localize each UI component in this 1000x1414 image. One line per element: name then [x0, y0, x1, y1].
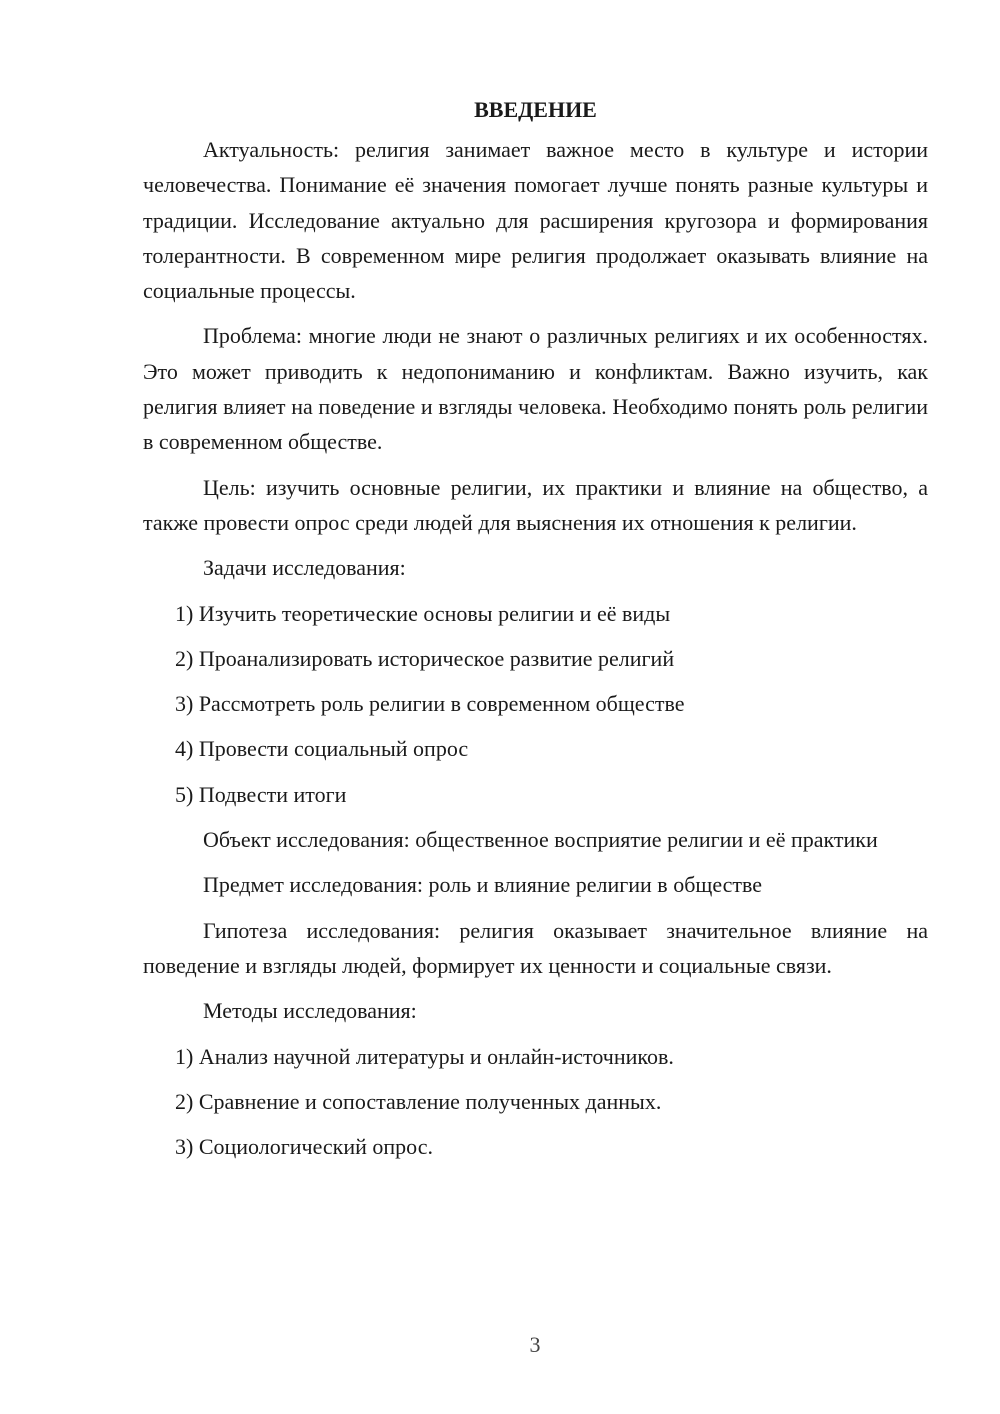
tasks-title: Задачи исследования: — [203, 555, 406, 581]
object-paragraph: Объект исследования: общественное восприятие религии и её практики — [203, 827, 878, 853]
task-item: 1) Изучить теоретические основы религии и её виды — [175, 600, 671, 626]
method-item: 3) Социологический опрос. — [175, 1134, 433, 1160]
task-item: 2) Проанализировать историческое развитие религий — [175, 645, 675, 671]
relevance-paragraph: Актуальность: религия занимает важное место в культуре и истории человечества. Понимание её значения помогает лучше понять разные культуры и традиции. Исследование актуально для расширения кругозора и формирования толерантности. В современном мире религия продолжает оказывать влияние на социальные процессы. — [143, 137, 928, 304]
problem-paragraph: Проблема: многие люди не знают о различных религиях и их особенностях. Это может приводить к недопониманию и конфликтам. Важно изучить, как религия влияет на поведение и взгляды человека. Необходимо понять роль религии в современном обществе. — [143, 323, 928, 455]
subject-paragraph: Предмет исследования: роль и влияние религии в обществе — [203, 872, 763, 898]
goal-paragraph: Цель: изучить основные религии, их практики и влияние на общество, а также провести опрос среди людей для выяснения их отношения к религии. — [143, 474, 928, 535]
task-item: 3) Рассмотреть роль религии в современном обществе — [175, 691, 685, 717]
section-heading: ВВЕДЕНИЕ — [474, 97, 597, 122]
hypothesis-paragraph: Гипотеза исследования: религия оказывает значительное влияние на поведение и взгляды людей, формирует их ценности и социальные связи. — [143, 917, 928, 978]
task-item: 4) Провести социальный опрос — [175, 736, 469, 762]
task-item: 5) Подвести итоги — [175, 781, 347, 807]
methods-title: Методы исследования: — [203, 998, 417, 1024]
method-item: 1) Анализ научной литературы и онлайн-источников. — [175, 1043, 674, 1069]
page-number: 3 — [529, 1332, 541, 1357]
method-item: 2) Сравнение и сопоставление полученных данных. — [175, 1088, 662, 1114]
document-page — [143, 92, 928, 1174]
